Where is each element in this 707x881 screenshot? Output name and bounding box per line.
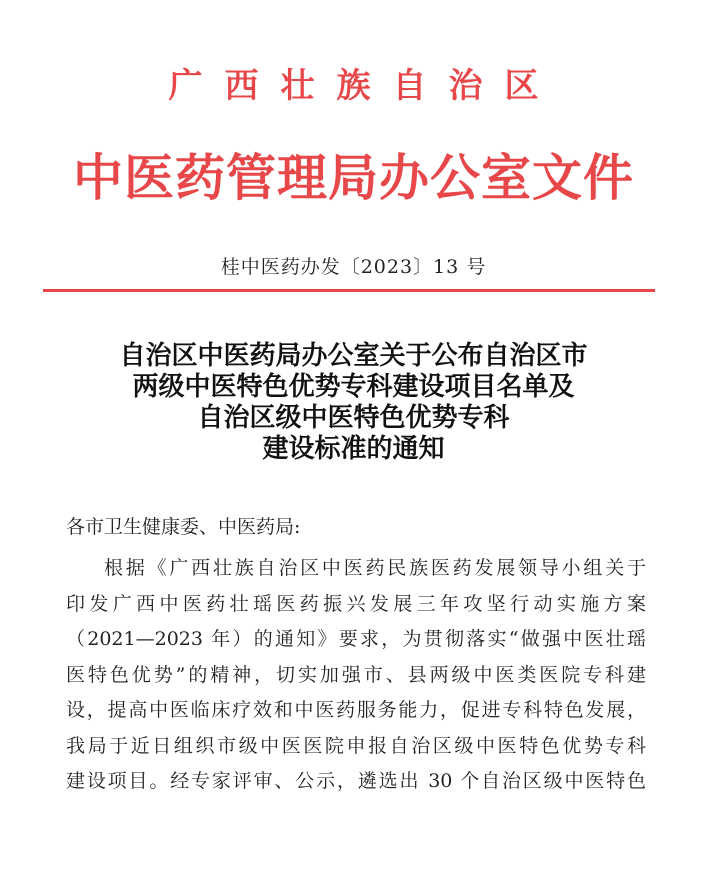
red-divider-line [43, 289, 655, 292]
document-title [0, 341, 707, 465]
paragraph-line: 建设项目。经专家评审、公示，遴选出 30 个自治区级中医特色 [66, 770, 646, 792]
body-paragraph [66, 551, 646, 800]
paragraph-line: 根据《广西壮族自治区中医药民族医药发展领导小组关于 [104, 557, 646, 579]
paragraph-line: （2021—2023 年）的通知》要求，为贯彻落实“做强中医壮瑶 [66, 628, 646, 650]
document-number: 桂中医药办发〔2023〕13 号 [220, 256, 487, 278]
title-line: 建设标准的通知 [262, 434, 445, 464]
issuer-name: 广西壮族自治区 [168, 66, 561, 106]
issuer-office-document: 中医药管理局办公室文件 [73, 148, 634, 207]
salutation: 各市卫生健康委、中医药局: [66, 516, 301, 538]
paragraph-line: 我局于近日组织市级中医医院申报自治区级中医特色优势专科 [66, 734, 646, 757]
paragraph-line: 设，提高中医临床疗效和中医药服务能力，促进专科特色发展， [66, 699, 646, 721]
title-line: 自治区中医药局办公室关于公布自治区市 [119, 341, 588, 371]
title-line: 自治区级中医特色优势专科 [197, 403, 510, 433]
title-line: 两级中医特色优势专科建设项目名单及 [132, 372, 575, 402]
paragraph-line: 印发广西中医药壮瑶医药振兴发展三年攻坚行动实施方案 [66, 592, 646, 615]
paragraph-line: 医特色优势”的精神，切实加强市、县两级中医类医院专科建 [66, 663, 646, 686]
